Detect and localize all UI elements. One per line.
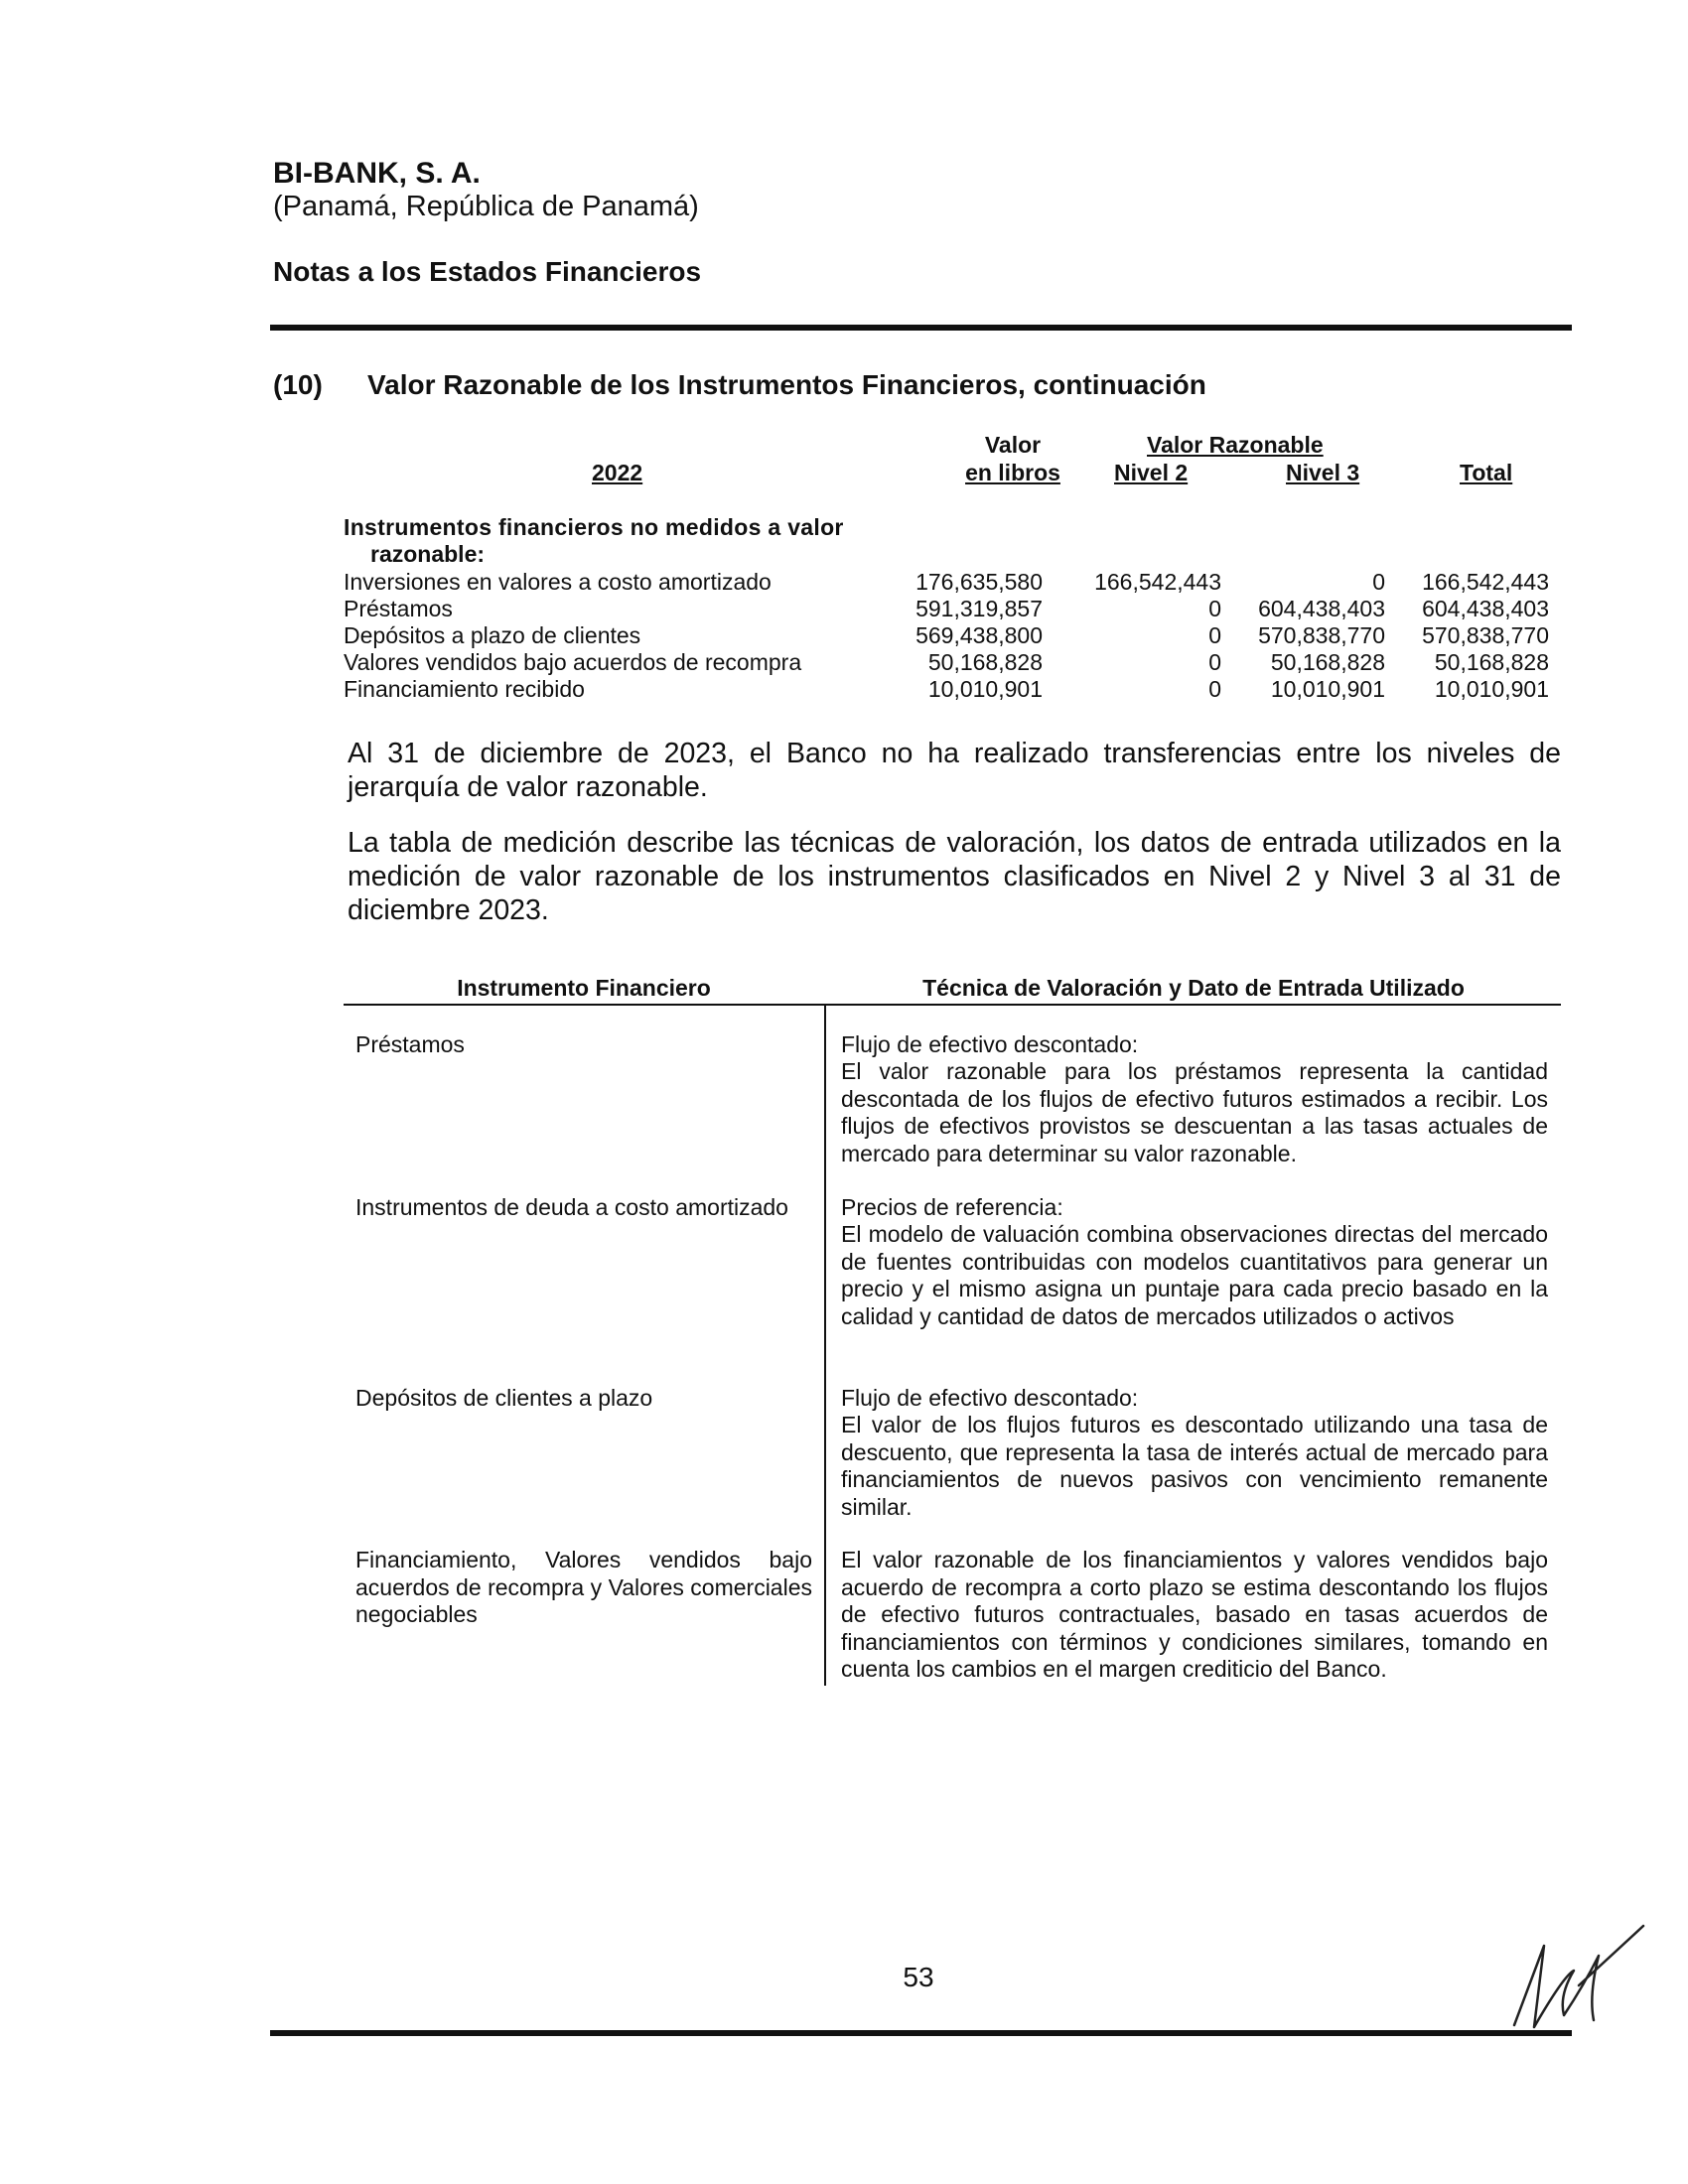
paragraph-measurement: La tabla de medición describe las técnicas de valoración, los datos de entrada utilizados en la medición de valor razonable de los instrumentos clasificados en Nivel 2 y Nivel 3 al 31 de diciembre 2023. xyxy=(348,827,1561,926)
row-total: 166,542,443 xyxy=(1422,569,1549,595)
section-number: (10) xyxy=(273,369,323,400)
row-label: Préstamos xyxy=(344,596,453,621)
t2-col-instrument: Instrumento Financiero xyxy=(457,975,711,1001)
row-nivel3: 604,438,403 xyxy=(1258,596,1385,621)
row-total: 10,010,901 xyxy=(1434,676,1549,702)
technique-text: El valor de los flujos futuros es descontado utilizando una tasa de descuento, que representa la tasa de interés actual de mercado para financiamientos de nuevos pasivos con vencimiento remanente similar. xyxy=(841,1412,1548,1520)
row-nivel3: 10,010,901 xyxy=(1270,676,1385,702)
col-nivel3: Nivel 3 xyxy=(1286,460,1360,485)
row-nivel3: 570,838,770 xyxy=(1258,622,1385,648)
technique-title: Flujo de efectivo descontado: xyxy=(841,1031,1139,1057)
technique-title: Flujo de efectivo descontado: xyxy=(841,1385,1139,1411)
row-label: Inversiones en valores a costo amortizado xyxy=(344,569,772,595)
row-nivel2: 166,542,443 xyxy=(1094,569,1221,595)
col-group-valor-razonable: Valor Razonable xyxy=(1147,432,1324,458)
company-country: (Panamá, República de Panamá) xyxy=(273,191,699,222)
row-nivel2: 0 xyxy=(1208,649,1221,675)
row-valor: 50,168,828 xyxy=(927,649,1043,675)
t2-col-technique: Técnica de Valoración y Dato de Entrada Utilizado xyxy=(922,975,1465,1001)
col-total: Total xyxy=(1460,460,1513,485)
row-nivel2: 0 xyxy=(1208,622,1221,648)
col-nivel2: Nivel 2 xyxy=(1114,460,1189,485)
paragraph-transfers: Al 31 de diciembre de 2023, el Banco no ha realizado transferencias entre los niveles de jerarquía de valor razonable. xyxy=(348,738,1561,803)
row-valor: 569,438,800 xyxy=(915,622,1043,648)
row-nivel3: 50,168,828 xyxy=(1270,649,1385,675)
row-nivel2: 0 xyxy=(1208,676,1221,702)
col-year: 2022 xyxy=(592,460,643,485)
group-label: Instrumentos financieros no medidos a valor xyxy=(344,514,844,540)
row-nivel3: 0 xyxy=(1372,569,1385,595)
col-valor-line2: en libros xyxy=(965,460,1060,485)
notes-title: Notas a los Estados Financieros xyxy=(273,256,702,287)
instrument-cell: Depósitos de clientes a plazo xyxy=(355,1385,653,1411)
row-total: 604,438,403 xyxy=(1422,596,1549,621)
t2-header-rule xyxy=(344,1004,1561,1006)
page-number: 53 xyxy=(903,1962,934,1992)
instrument-cell: Financiamiento, Valores vendidos bajo acuerdos de recompra y Valores comerciales negociables xyxy=(355,1547,812,1627)
company-name: BI-BANK, S. A. xyxy=(273,157,481,190)
row-label: Valores vendidos bajo acuerdos de recompra xyxy=(344,649,802,675)
row-total: 570,838,770 xyxy=(1422,622,1549,648)
row-valor: 591,319,857 xyxy=(915,596,1043,621)
row-label: Depósitos a plazo de clientes xyxy=(344,622,641,648)
col-valor-line1: Valor xyxy=(984,432,1042,458)
row-valor: 10,010,901 xyxy=(927,676,1043,702)
section-title: Valor Razonable de los Instrumentos Financieros, continuación xyxy=(367,369,1206,400)
row-total: 50,168,828 xyxy=(1434,649,1549,675)
row-valor: 176,635,580 xyxy=(915,569,1043,595)
instrument-cell: Préstamos xyxy=(355,1031,465,1057)
row-label: Financiamiento recibido xyxy=(344,676,585,702)
signature-icon xyxy=(1504,1916,1653,2035)
technique-text: El modelo de valuación combina observaciones directas del mercado de fuentes contribuidas con modelos cuantitativos para generar un precio y el mismo asigna un puntaje para cada precio basado en la calidad y cantidad de datos de mercados utilizados o activos xyxy=(841,1221,1548,1329)
technique-title: Precios de referencia: xyxy=(841,1194,1063,1220)
group-label-cont: razonable: xyxy=(370,541,486,567)
instrument-cell: Instrumentos de deuda a costo amortizado xyxy=(355,1194,788,1220)
t2-column-divider xyxy=(824,1006,826,1686)
technique-text: El valor razonable para los préstamos representa la cantidad descontada de los flujos de efectivo futuros estimados a recibir. Los flujos de efectivos provistos se descuentan a las tasas actuales de mercado para determinar su valor razonable. xyxy=(841,1058,1548,1166)
footer-divider xyxy=(270,2030,1572,2036)
technique-text: El valor razonable de los financiamientos y valores vendidos bajo acuerdo de recompra a corto plazo se estima descontando los flujos de efectivo futuros contractuales, basado en tasas acuerdos de financiamientos con términos y condiciones similares, tomando en cuenta los cambios en el margen crediticio del Banco. xyxy=(841,1547,1548,1682)
row-nivel2: 0 xyxy=(1208,596,1221,621)
header-divider xyxy=(270,325,1572,331)
